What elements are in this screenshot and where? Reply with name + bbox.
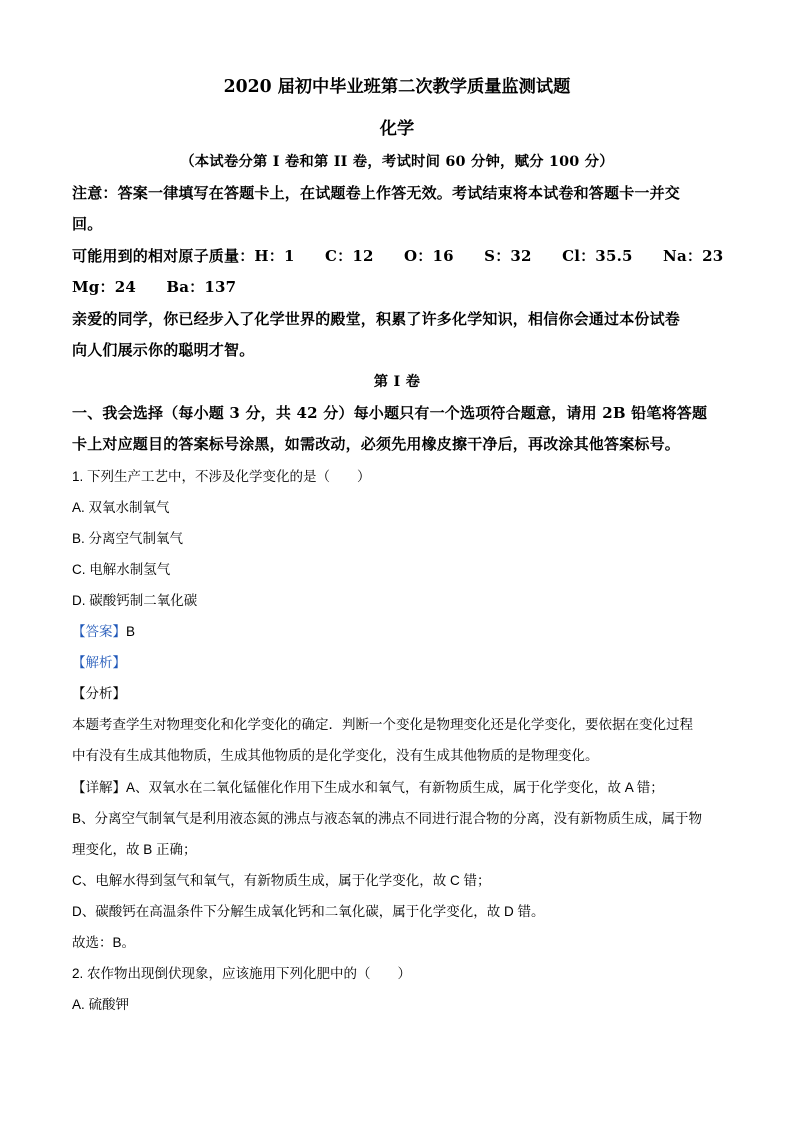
atomic-mass-line-1: 可能用到的相对原子质量：H：1 C：12 O：16 S：32 Cl：35.5 Na：23: [72, 247, 724, 265]
question-1-option-c: C. 电解水制氢气: [72, 562, 171, 577]
exam-note: （本试卷分第 I 卷和第 II 卷，考试时间 60 分钟，赋分 100 分）: [180, 154, 614, 170]
subject-title: 化学: [379, 119, 415, 139]
detail-a-text: A、双氧水在二氧化锰催化作用下生成水和氧气，有新物质生成，属于化学变化，故 A 错；: [126, 780, 664, 795]
attention-line-2: 回。: [72, 215, 103, 233]
conclusion-line: 故选：B。: [72, 935, 136, 950]
question-1-stem: 1. 下列生产工艺中，不涉及化学变化的是（ ）: [72, 469, 371, 484]
question-2-option-a: A. 硫酸钾: [72, 997, 130, 1012]
answer-value: B: [126, 624, 136, 639]
jiexi-tag: 【解析】: [72, 655, 126, 670]
question-1-option-b: B. 分离空气制氧气: [72, 531, 184, 546]
detail-line-c: C、电解水得到氢气和氧气，有新物质生成，属于化学变化，故 C 错；: [72, 873, 491, 888]
analysis-tag: 【分析】: [72, 686, 126, 701]
exam-title: 2020 届初中毕业班第二次教学质量监测试题: [223, 77, 571, 97]
atomic-mass-line-2: Mg：24 Ba：137: [72, 278, 237, 296]
detail-line-a: [72, 776, 664, 796]
detail-line-b2: 理变化，故 B 正确；: [72, 842, 197, 857]
question-1-option-a: A. 双氧水制氧气: [72, 500, 170, 515]
volume-title: 第 I 卷: [373, 374, 421, 390]
greeting-line-1: 亲爱的同学，你已经步入了化学世界的殿堂，积累了许多化学知识，相信你会通过本份试卷: [72, 310, 681, 328]
answer-label: [72, 620, 135, 640]
attention-line-1: 注意：答案一律填写在答题卡上，在试题卷上作答无效。考试结束将本试卷和答题卡一并交: [72, 184, 681, 202]
section-instruction-1: 一、我会选择（每小题 3 分，共 42 分）每小题只有一个选项符合题意，请用 2B 铅笔将答题: [72, 404, 708, 422]
analysis-line-1: 本题考查学生对物理变化和化学变化的确定．判断一个变化是物理变化还是化学变化，要依据在变化过程: [72, 717, 693, 732]
question-1-option-d: D. 碳酸钙制二氧化碳: [72, 593, 198, 608]
section-instruction-2: 卡上对应题目的答案标号涂黑，如需改动，必须先用橡皮擦干净后，再改涂其他答案标号。: [72, 435, 681, 453]
analysis-line-2: 中有没有生成其他物质，生成其他物质的是化学变化，没有生成其他物质的是物理变化。: [72, 748, 599, 763]
question-2-stem: 2. 农作物出现倒伏现象，应该施用下列化肥中的（ ）: [72, 966, 412, 981]
detail-tag: 【详解】: [72, 780, 126, 795]
answer-tag: 【答案】: [72, 624, 126, 639]
detail-line-b1: B、分离空气制氧气是利用液态氮的沸点与液态氧的沸点不同进行混合物的分离，没有新物质生成，属于物: [72, 811, 703, 826]
detail-line-d: D、碳酸钙在高温条件下分解生成氧化钙和二氧化碳，属于化学变化，故 D 错。: [72, 904, 545, 919]
greeting-line-2: 向人们展示你的聪明才智。: [72, 341, 255, 359]
